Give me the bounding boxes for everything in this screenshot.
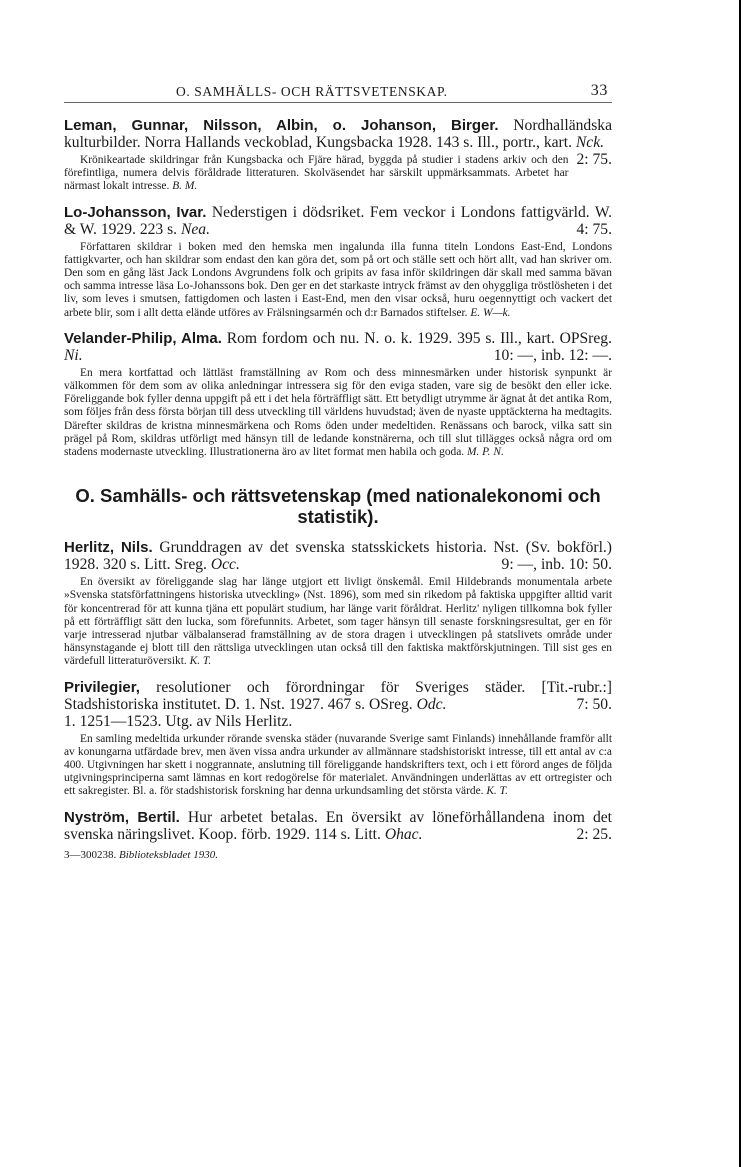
entry-citation bbox=[64, 809, 612, 843]
entry-title: Nordhalländska kulturbilder. Norra Hallands veckoblad, Kungsbacka 1928. 143 s. Ill., portr., kart. bbox=[64, 117, 613, 151]
entry-author: Privilegier, bbox=[64, 678, 140, 696]
entry-herlitz bbox=[64, 539, 612, 668]
entry-price: 9: —, inb. 10: 50. bbox=[501, 556, 612, 574]
footer-code: 3—300238. bbox=[64, 848, 117, 861]
annotation-text: En mera kortfattad och lättläst framställning av Rom och dess minnesmärken under historisk synpunkt är välkommen för dem som av olika anledningar intressera sig för den eviga staden, vare sig de besökt den eller icke. Föreliggande bok fyller denna uppgift på ett i det hela förträffligt sätt. Ett betydligt utrymme är ägnat åt det antika Rom, som följes från dess första början till dess utveckling till världens huvudstad; även de nyaste upptäckterna ha medtagits. Därefter skildras de kristna minnesmärkena och Roms öden under medeltiden. Renässans och barock, vilka satt sin prägel på Rom, skildras utförligt med hänsyn till de ledande konstnärerna, och till slut tillägges också några ord om stadens modernaste utveckling. Illustrationerna äro av litet format men habila och goda. bbox=[64, 366, 612, 459]
entry-velander-philip bbox=[64, 330, 612, 459]
entry-price: 4: 75. bbox=[576, 220, 612, 238]
entry-author: Leman, Gunnar, Nilsson, Albin, o. Johanson, Birger. bbox=[64, 117, 499, 134]
annotation-text: Krönikeartade skildringar från Kungsbacka och Fjäre härad, byggda på studier i stadens arkiv och den förefintliga, numera delvis föråldrade litteraturen. Skolväsendet har särskilt uppmärksammats. Arbetet har närmast lokalt intresse. bbox=[64, 154, 569, 193]
entry-class-mark: Ohac. bbox=[384, 825, 423, 843]
page-footer bbox=[64, 849, 612, 861]
annotation-signature: M. P. N. bbox=[466, 446, 504, 459]
annotation-signature: K. T. bbox=[486, 785, 508, 798]
annotation-text: En översikt av föreliggande slag har länge utgjort ett livligt önskemål. Emil Hildebrands monumentala arbete »Svenska statsförfattningens historiska utveckling» (Nst. 1896), som med sin rikedom på faktiska uppgifter alltid varit för koncentrerad för att kunna tjäna ett populärt studium, har länge varit föråldrat. Herlitz' nyligen tillkomna bok fyller på ett förträffligt sätt den lucka, som förefunnits. Arbetet, som tager hänsyn till senaste forskningsresultat, ger en för varje intresserad njutbar välbalanserad framställning av de stora dragen i utvecklingen på statslivets område under hänsynstagande ej blott till den rättsliga utvecklingen utan också till den faktiska maktförskjutningen. Till sist ges en värdefull litteraturöversikt. bbox=[64, 576, 612, 668]
entry-author: Lo-Johansson, Ivar. bbox=[64, 203, 207, 221]
entry-title: Rom fordom och nu. N. o. k. 1929. 395 s. Ill., kart. OPSreg. bbox=[226, 329, 612, 347]
annotation-signature: E. W—k. bbox=[470, 306, 511, 319]
entry-citation bbox=[64, 117, 613, 168]
entry-citation bbox=[64, 204, 612, 238]
entry-class-mark: Nea. bbox=[180, 220, 211, 238]
annotation-signature: K. T. bbox=[189, 655, 212, 668]
page-edge bbox=[739, 0, 741, 1167]
entry-class-mark: Odc. bbox=[416, 695, 447, 713]
annotation-text: En samling medeltida urkunder rörande svenska städer (nuvarande Sverige samt Finlands) innehållande framför allt av konungarna utfärdade brev, men även vissa andra urkunder av allmännare stadshistoriskt intresse, till ett antal av c:a 400. Utgivningen har skett i noggrannate, anslutning till föreliggande handskrifters text, och i ett förord anges de följda utgivningsprinciperna samt lämnas en kort redogörelse för materialet. Användningen underlättas av ett ortregister och ett sakregister. Bl. a. för stadshistorisk forskning har denna urkundsamling det största värde. bbox=[64, 732, 612, 798]
entry-citation bbox=[64, 539, 612, 573]
footer-source: Biblioteksbladet 1930. bbox=[119, 848, 218, 861]
entry-author: Nyström, Bertil. bbox=[64, 808, 180, 826]
entry-citation bbox=[64, 679, 612, 730]
entry-price: 10: —, inb. 12: —. bbox=[493, 346, 612, 364]
entry-price: 7: 50. bbox=[576, 695, 612, 713]
entry-privilegier bbox=[64, 679, 612, 799]
entry-annotation bbox=[64, 733, 612, 799]
annotation-signature: B. M. bbox=[172, 180, 198, 193]
entry-annotation bbox=[64, 154, 612, 194]
entry-title: Grunddragen av det svenska statsskickets historia. Nst. (Sv. bokförl.) 1928. 320 s. Litt. Sreg. bbox=[64, 539, 612, 574]
entry-annotation bbox=[64, 367, 612, 459]
entry-title: Nederstigen i dödsriket. Fem veckor i Londons fattigvärld. W. & W. 1929. 223 s. bbox=[64, 203, 612, 238]
entry-leman bbox=[64, 117, 612, 194]
running-header bbox=[64, 80, 612, 103]
entry-author: Velander-Philip, Alma. bbox=[64, 329, 222, 347]
entry-volume-line: 1. 1251—1523. Utg. av Nils Herlitz. bbox=[64, 712, 293, 730]
entry-title: resolutioner och förordningar för Sveriges städer. [Tit.-rubr.:] Stadshistoriska institutet. D. 1. Nst. 1927. 467 s. OSreg. bbox=[64, 678, 612, 713]
page-content bbox=[64, 80, 612, 861]
annotation-text: Författaren skildrar i boken med den hemska men ingalunda illa funna titeln Londons East-End, Londons fattigkvarter, och han skildrar som endast den kan göra det, som på ort och ställe sett och hört allt, vad han skriver om. Den som en gång läst Jack Londons Avgrundens folk och gripits av fasa inför skildringen där skall med samma bävan och samma intresse läsa Lo-Johanssons bok. Den ger en det starkaste intryck främst av den ohyggliga tröstlösheten i det liv, som leves i smutsen, fattigdomen och lasten i East-End, men den visar också, huru oegennyttigt och vackert det arbete blir, som i allt detta elände utföres av Frälsningsarmén och d:r Barnados stiftelser. bbox=[64, 240, 612, 319]
entry-citation bbox=[64, 330, 612, 364]
entry-price: 2: 25. bbox=[576, 825, 612, 843]
page-number: 33 bbox=[590, 82, 608, 99]
entry-lo-johansson bbox=[64, 204, 612, 320]
entry-class-mark: Occ. bbox=[210, 556, 240, 574]
entry-author: Herlitz, Nils. bbox=[64, 539, 153, 557]
entry-price: 2: 75. bbox=[576, 151, 612, 168]
running-title: O. SAMHÄLLS- OCH RÄTTSVETENSKAP. bbox=[176, 84, 448, 99]
entry-annotation bbox=[64, 241, 612, 320]
entry-class-mark: Nck. bbox=[575, 134, 605, 151]
entry-nystrom bbox=[64, 809, 612, 843]
entry-class-mark: Ni. bbox=[64, 346, 83, 364]
entry-title: Hur arbetet betalas. En översikt av löneförhållandena inom det svenska näringslivet. Koop. förb. 1929. 114 s. Litt. bbox=[64, 808, 612, 843]
entry-annotation bbox=[64, 576, 612, 668]
section-heading: O. Samhälls- och rättsvetenskap (med nationalekonomi och statistik). bbox=[75, 485, 601, 528]
